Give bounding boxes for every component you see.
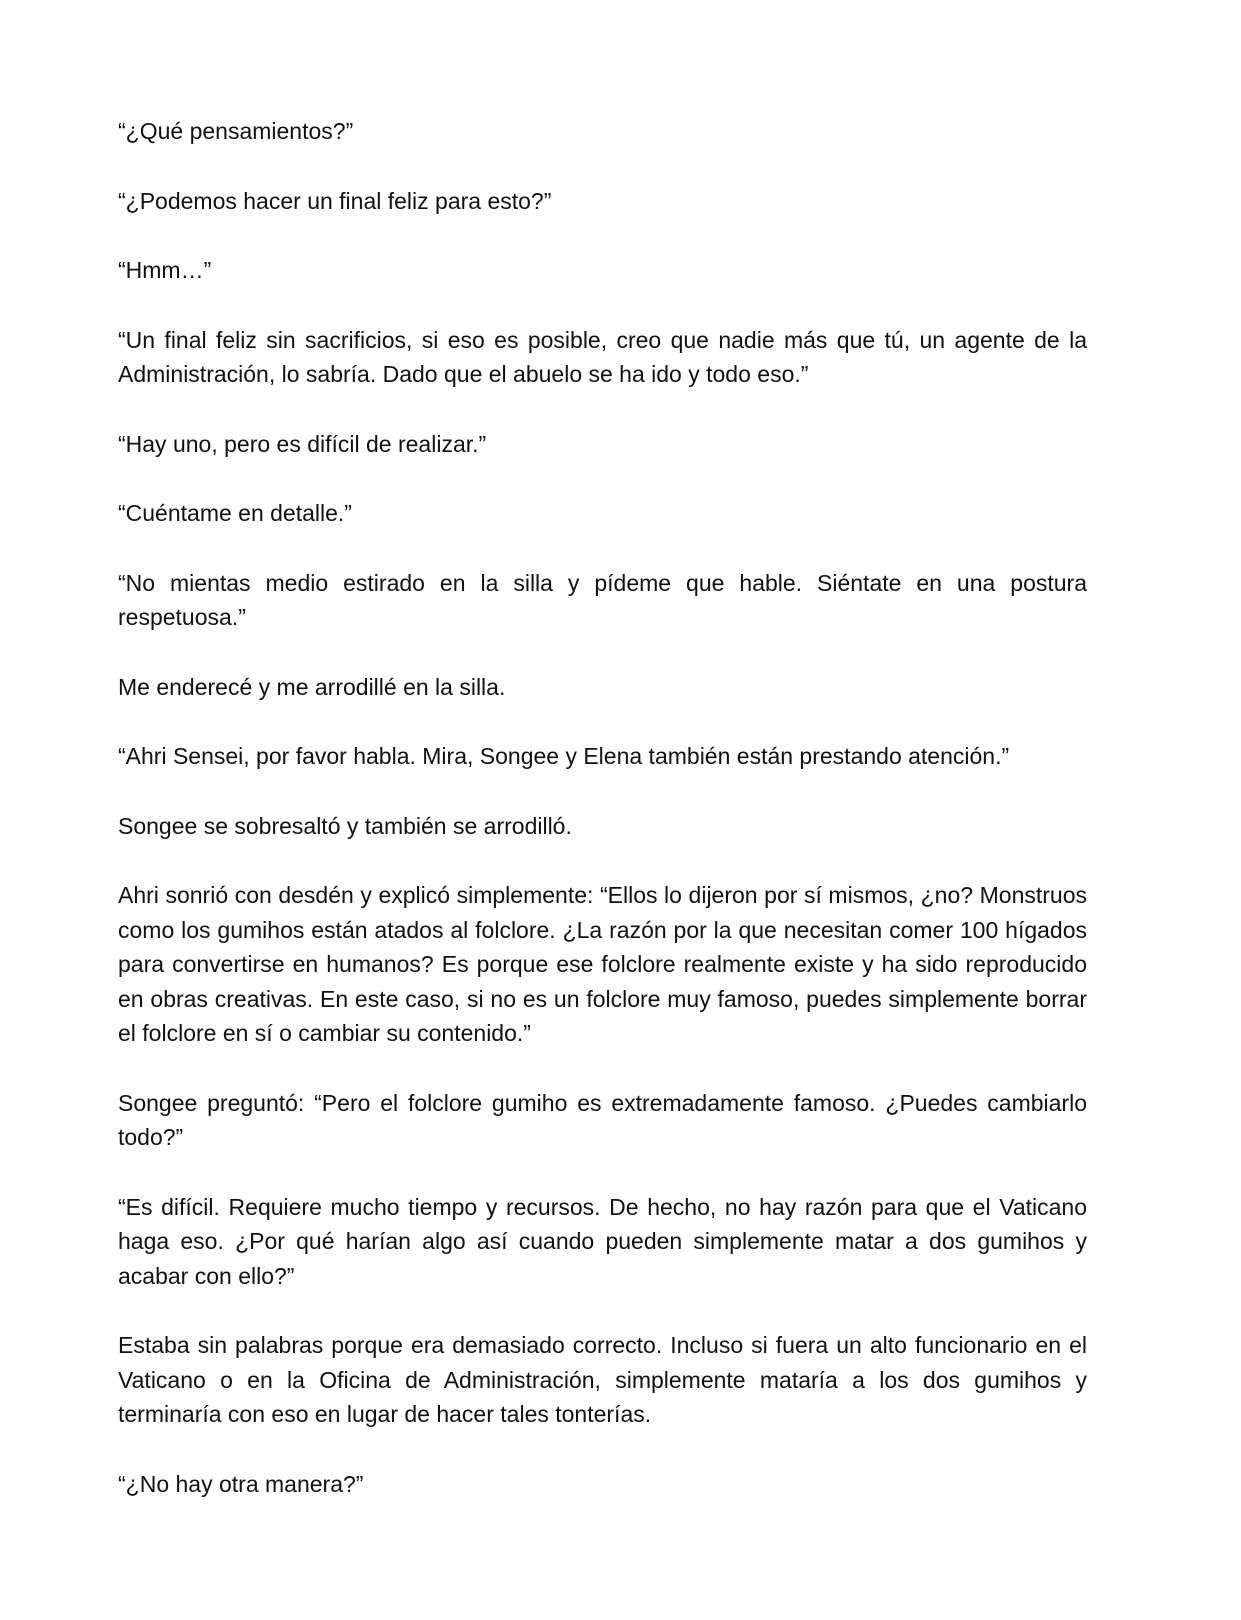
paragraph: “¿Qué pensamientos?”: [118, 118, 354, 144]
paragraph: “¿Podemos hacer un final feliz para esto?”: [118, 187, 552, 214]
document-body: [118, 114, 1087, 1501]
paragraph: “No mientas medio estirado en la silla y pídeme que hable. Siéntate en una postura respetuosa.”: [118, 569, 1087, 630]
paragraph: “Hay uno, pero es difícil de realizar.”: [118, 430, 487, 457]
paragraph: “Cuéntame en detalle.”: [118, 500, 352, 526]
paragraph: “Un final feliz sin sacrificios, si eso es posible, creo que nadie más que tú, un agente de la Administración, lo sabría. Dado que el abuelo se ha ido y todo eso.”: [118, 326, 1087, 387]
paragraph: “Hmm…”: [118, 257, 212, 283]
paragraph: “Ahri Sensei, por favor habla. Mira, Songee y Elena también están prestando atención.”: [118, 743, 1010, 769]
paragraph: Ahri sonrió con desdén y explicó simplemente: “Ellos lo dijeron por sí mismos, ¿no? Monstruos como los gumihos están atados al folclore. ¿La razón por la que necesitan comer 100 hígados para convertirse en humanos? Es porque ese folclore realmente existe y ha sido reproducido en obras creativas. En este caso, si no es un folclore muy famoso, puedes simplemente borrar el folclore en sí o cambiar su contenido.”: [118, 882, 1087, 1046]
paragraph: Estaba sin palabras porque era demasiado correcto. Incluso si fuera un alto funcionario en el Vaticano o en la Oficina de Administración, simplemente mataría a los dos gumihos y terminaría con eso en lugar de hacer tales tonterías.: [118, 1332, 1087, 1427]
paragraph: “¿No hay otra manera?”: [118, 1470, 364, 1497]
paragraph: Me enderecé y me arrodillé en la silla.: [118, 673, 506, 700]
paragraph: Songee se sobresaltó y también se arrodilló.: [118, 812, 572, 839]
paragraph: Songee preguntó: “Pero el folclore gumiho es extremadamente famoso. ¿Puedes cambiarlo todo?”: [118, 1089, 1087, 1150]
paragraph: “Es difícil. Requiere mucho tiempo y recursos. De hecho, no hay razón para que el Vaticano haga eso. ¿Por qué harían algo así cuando pueden simplemente matar a dos gumihos y acabar con ello?”: [118, 1193, 1087, 1289]
